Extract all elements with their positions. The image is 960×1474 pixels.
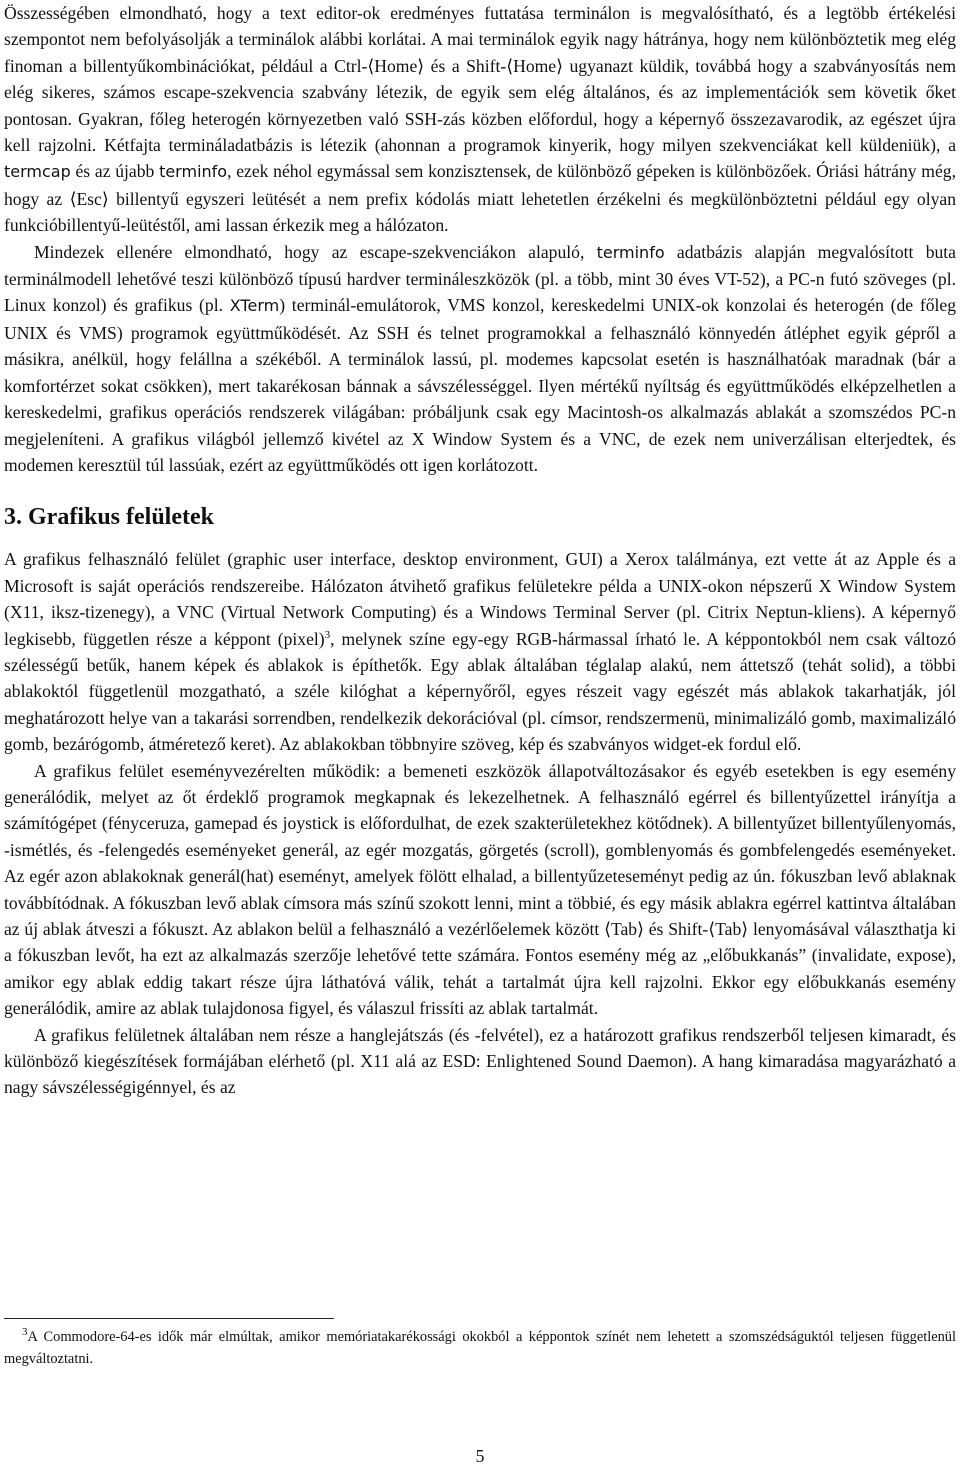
key-name: ⟨ Tab ⟩ — [604, 919, 644, 939]
text-run: lenyomásával választhatja ki a fókuszban levőt, ha ezt az alkalmazás szerzője lehetővé tette számára. Fontos esemény még az „előbukkanás” (invalidate, expose), amikor egy ablak eddig takart része újra láthatóvá válik, tehát a tartalmát újra kell rajzolni. Ekkor egy előbukkanás esemény generálódik, amire az ablak tulajdonosa figyel, és válaszul frissíti az ablak tartalmát. — [4, 919, 956, 1019]
text-run: Mindezek ellenére elmondható, hogy az escape-szekvenciákon alapuló, — [34, 241, 597, 262]
footnote-text: A Commodore-64-es idők már elmúltak, amikor memóriatakarékossági okokból a képpontok színét nem lehetett a szomszédságuktól teljesen függetlenül megváltoztatni. — [4, 1329, 956, 1367]
text-run: A grafikus felhasználó felület (graphic user interface, desktop environment, GUI) a Xerox találmánya, ezt vette át az Apple és a Microsoft is saját operációs rendszereibe. Hálózaton átvihető grafikus felületekre példa a UNIX-okon népszerű X Window System (X11, iksz-tizenegy), a VNC (Virtual Network Computing) és a Windows Terminal Server (pl. Citrix Neptun-kliens). A képernyő legkisebb, független része a képpont (pixel) — [4, 549, 956, 649]
key-name: ⟨ Home ⟩ — [506, 56, 563, 76]
text-run: és Shift- — [643, 919, 709, 939]
footnote-reference: 3 — [324, 628, 331, 641]
footnote-mark: 3 — [22, 1326, 28, 1339]
text-run: ugyanazt küldik, továbbá hogy a szabványosítás nem elég sikeres, számos escape-szekvencia szabvány létezik, de egyik sem elég általános, és az implementációk sem követik őket pontosan. Gyakran, főleg heterogén környezetben való SSH-zás közben előfordul, hogy a képernyő összezavarodik, az egészet újra kell rajzolni. Kétfajta termináladatbázis is létezik (ahonnan a programok kinyerik, hogy milyen szekvenciákat kell küldeniük), a — [4, 55, 957, 156]
intro-paragraph-2 — [4, 239, 956, 479]
text-run: , melynek színe egy-egy RGB-hármassal írható le. A képpontokból nem csak változó szélességű betűk, hanem képek és ablakok is építhetők. Egy ablak általában téglalap alakú, nem áttetsző (tehát solid), a többi ablakoktól függetlenül mozgatható, a széle kilóghat a képernyőről, egyes részeit vagy egészét más ablakok takarhatják, jól meghatározott helye van a takarási sorrendben, rendelkezik dekorációval (pl. címsor, rendszermenü, minimalizáló gomb, maximalizáló gomb, bezárógomb, átméretező keret). Az ablakokban többnyire szöveg, kép és szabványos widget-ek fordul elő. — [4, 628, 956, 755]
key-name: ⟨ Home ⟩ — [367, 56, 424, 76]
text-run: adatbázis alapján megvalósított buta terminálmodell lehetővé teszi különböző típusú hardver termináleszközök (pl. a több, mint 30 éves VT-52), a PC-n futó szöveges (pl. Linux konzol) és grafikus (pl. — [4, 241, 956, 316]
program-name: terminfo — [596, 242, 665, 262]
text-run: billentyű egyszeri leütését a nem prefix kódolás miatt lehetetlen érzékelni és megkülönböztetni például egy olyan funkcióbillentyű-leütéstől, ami lassan érkezik meg a hálózaton. — [4, 188, 956, 236]
program-name: terminfo — [159, 162, 228, 182]
key-name: ⟨ Esc ⟩ — [70, 189, 109, 209]
key-name: ⟨ Tab ⟩ — [708, 919, 748, 939]
page-body — [4, 0, 956, 1101]
section-heading: 3. Grafikus felületek — [4, 504, 214, 531]
text-run: és a Shift- — [424, 55, 507, 76]
section-paragraph-1 — [4, 546, 956, 757]
footnote-rule — [4, 1318, 334, 1319]
text-run: A grafikus felület eseményvezérelten működik: a bemeneti eszközök állapotváltozásakor és egyéb esetekben is egy esemény generálódik, melyet az őt érdeklő programok megkapnak és lekezelhetnek. A felhasználó egérrel és billentyűzettel irányítja a számítógépet (fényceruza, gamepad és joystick is előfordulhat, de ezek szakterületekhez kötődnek). A billentyűzet billentyűlenyomás, -ismétlés, és -felengedés eseményeket generál, az egér mozgatás, görgetés (scroll), gomblenyomás és gombfelengedés eseményeket. Az egér azon ablakoknak generál(hat) eseményt, amelyek fölött elhalad, a billentyűzeteseményt pedig az ún. fókuszban levő ablaknak továbbítódnak. A fókuszban levő ablak címsora más színű szokott lenni, mint a többié, és egy másik ablakra egérrel kattintva általában az új ablak átveszi a fókuszt. Az ablakon belül a felhasználó a vezérlőelemek között — [4, 760, 956, 939]
intro-paragraph-1 — [4, 0, 956, 239]
text-run: és az újabb — [70, 161, 160, 182]
section-paragraph-3 — [4, 1022, 956, 1101]
section-paragraph-2 — [4, 758, 956, 1022]
text-run: A grafikus felületnek általában nem része a hanglejátszás (és -felvétel), ez a határozott grafikus rendszerből teljesen kimaradt, és különböző kiegészítések formájában elérhető (pl. X11 alá az ESD: Enlightened Sound Daemon). A hang kimaradása magyarázható a nagy sávszélességigénnyel, és az — [4, 1024, 956, 1098]
page-number: 5 — [475, 1446, 485, 1466]
program-name: XTerm — [229, 296, 280, 316]
text-run: ) terminál-emulátorok, VMS konzol, kereskedelmi UNIX-ok konzolai és heterogén (de főleg UNIX és VMS) programok együttműködését. Az SSH és telnet programokkal a felhasználó könnyedén átléphet egyik gépről a másikra, anélkül, hogy felállna a székéből. A terminálok lassú, pl. modemes kapcsolat esetén is használhatóak maradnak (bár a komfortérzet sokat csökken), mert takarékosan bánnak a sávszélességgel. Ilyen mértékű nyíltság és együttműködés elképzelhetlen a kereskedelmi, grafikus operációs rendszerek világában: próbáljunk csak egy Macintosh-os alkalmazás ablakát a szomszédos PC-n megjeleníteni. A grafikus világból jellemző kivétel az X Window System és a VNC, de ezek nem univerzálisan elterjedtek, és modemen keresztül túl lassúak, ezért az együttműködés ott igen korlátozott. — [4, 295, 957, 475]
text-run: , ezek néhol egymással sem konzisztensek, de különböző gépeken is különbözőek. Óriási hátrány még, hogy az — [4, 161, 956, 209]
footnote — [4, 1326, 956, 1370]
program-name: termcap — [4, 162, 71, 182]
text-run: Összességében elmondható, hogy a text editor-ok eredményes futtatása terminálon is megvalósítható, és a legtöbb értékelési szempontot nem befolyásolják a terminálok alábbi korlátai. A mai terminálok egyik nagy hátránya, hogy nem különböztetik meg elég finoman a billentyűkombinációkat, például a Ctrl- — [4, 3, 956, 76]
